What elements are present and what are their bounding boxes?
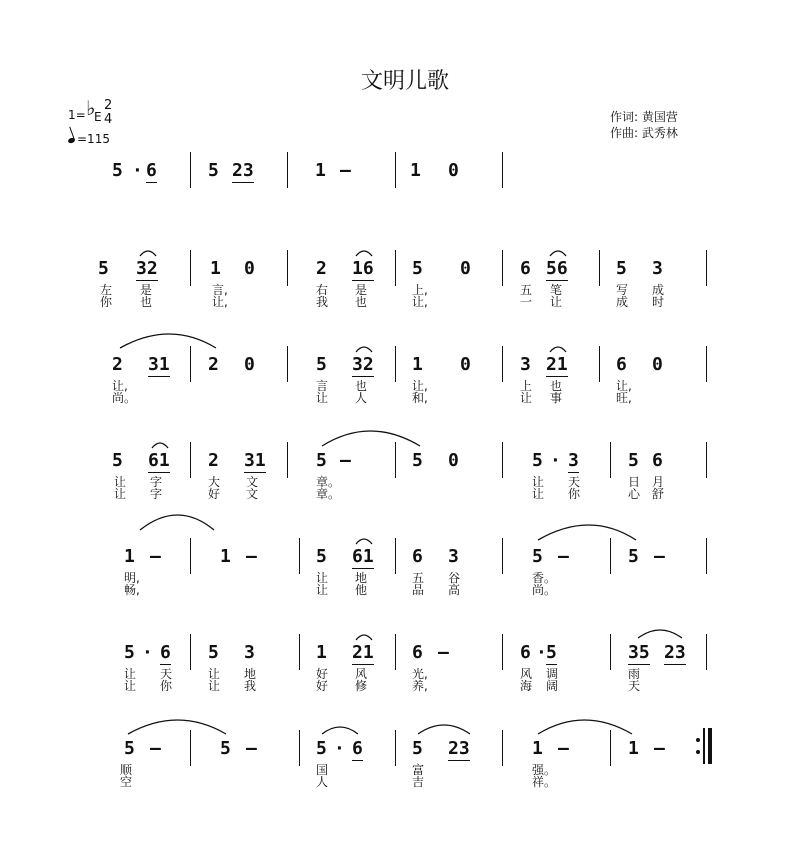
lyric-syllable: 五 [412,571,425,585]
lyric-syllable: 天 [568,475,581,489]
jianpu-note: 32 [352,354,374,375]
lyric-syllable: 让 [316,391,329,405]
lyric-syllable: 品 [412,583,425,597]
lyric-syllable: 修 [355,679,368,693]
lyric-syllable: 好 [208,487,221,501]
lyric-syllable: 左 [100,283,113,297]
lyric-syllable: 天 [160,667,173,681]
jianpu-note: – [558,738,569,759]
slur [538,720,632,734]
lyric-syllable: 我 [316,295,329,309]
jianpu-note: 5 [98,258,109,279]
jianpu-note: 6 [616,354,627,375]
jianpu-note: 0 [460,354,471,375]
flat-symbol: ♭ [86,96,96,120]
jianpu-note: 6 [412,642,423,663]
lyric-syllable: 也 [550,379,563,393]
jianpu-note: 2 [112,354,123,375]
jianpu-note: 5 [316,354,327,375]
jianpu-note: 6 [160,642,171,663]
key-prefix: 1= [68,108,86,122]
lyric-syllable: 成 [652,283,665,297]
jianpu-note: 2 [208,450,219,471]
jianpu-note: 6 [652,450,663,471]
lyric-syllable: 让, [212,295,228,309]
lyric-syllable: 让 [532,487,545,501]
lyric-syllable: 是 [355,283,368,297]
lyric-syllable: 好 [316,679,329,693]
jianpu-note: 5 [112,160,123,181]
lyric-syllable: 让, [412,295,428,309]
lyric-syllable: 成 [616,295,629,309]
lyric-syllable: 让, [112,379,128,393]
jianpu-note: 3 [244,642,255,663]
lyric-syllable: 上 [520,379,533,393]
lyric-syllable: 香。 [532,571,557,585]
slur [418,725,470,734]
jianpu-note: 31 [244,450,266,471]
lyric-syllable: 让 [208,667,221,681]
lyric-syllable: 空 [120,775,133,789]
lyric-syllable: 强。 [532,763,557,777]
lyric-syllable: 阔 [546,679,559,693]
jianpu-note: 1 [220,546,231,567]
lyric-syllable: 让 [114,475,127,489]
slur [356,347,372,352]
lyric-syllable: 让 [532,475,545,489]
jianpu-note: 1 [532,738,543,759]
lyric-syllable: 你 [160,679,173,693]
lyric-syllable: 章。 [316,475,341,489]
jianpu-note: 5 [412,738,423,759]
jianpu-note: 23 [664,642,686,663]
jianpu-note: 0 [244,258,255,279]
jianpu-note: – [558,546,569,567]
lyric-syllable: 言, [212,283,228,297]
jianpu-note: – [654,546,665,567]
slur [356,251,372,256]
lyric-syllable: 人 [316,775,329,789]
jianpu-note: 6 [520,258,531,279]
lyric-syllable: 时 [652,295,665,309]
lyric-syllable: 舒 [652,487,665,501]
jianpu-note: 56 [546,258,568,279]
jianpu-note: · [334,738,345,759]
lyric-syllable: 文 [246,475,259,489]
jianpu-note: 1 [412,354,423,375]
lyric-syllable: 让, [616,379,632,393]
lyric-syllable: 心 [628,487,641,501]
jianpu-note: 0 [448,160,459,181]
lyric-syllable: 富 [412,763,425,777]
lyric-syllable: 风 [355,667,368,681]
lyric-syllable: 调 [546,667,559,681]
lyric-syllable: 字 [150,487,163,501]
tempo-value: =115 [77,132,110,146]
lyric-syllable: 文 [246,487,259,501]
slur [140,251,156,256]
jianpu-note: 5 [316,546,327,567]
lyric-syllable: 雨 [628,667,641,681]
lyricist-credit: 作词: 黄国营 [610,110,678,124]
lyric-syllable: 让, [412,379,428,393]
jianpu-note: 5 [412,450,423,471]
jianpu-note: 21 [352,642,374,663]
lyric-syllable: 事 [550,391,563,405]
jianpu-note: 6 [146,160,157,181]
slur [538,525,636,540]
slur [322,727,358,734]
lyric-syllable: 写 [616,283,629,297]
lyric-syllable: 言 [316,379,329,393]
jianpu-note: · [132,160,143,181]
jianpu-note: 1 [315,160,326,181]
lyric-syllable: 是 [140,283,153,297]
lyric-syllable: 也 [355,379,368,393]
jianpu-note: 5 [628,450,639,471]
lyric-syllable: 让 [124,667,137,681]
jianpu-note: · [536,642,547,663]
jianpu-note: – [438,642,449,663]
jianpu-note: 32 [136,258,158,279]
lyric-syllable: 上, [412,283,428,297]
jianpu-note: 5 [412,258,423,279]
lyric-syllable: 五 [520,283,533,297]
lyric-syllable: 旺, [616,391,632,405]
lyric-syllable: 月 [652,475,665,489]
jianpu-note: 6 [520,642,531,663]
lyric-syllable: 畅, [124,583,140,597]
jianpu-note: 2 [316,258,327,279]
jianpu-note: 35 [628,642,650,663]
lyric-syllable: 祥。 [532,775,557,789]
composer-credit: 作曲: 武秀林 [610,126,678,140]
lyric-syllable: 他 [355,583,368,597]
jianpu-note: 23 [232,160,254,181]
jianpu-note: 1 [410,160,421,181]
slur [638,630,682,638]
lyric-syllable: 让 [550,295,563,309]
slur [152,443,168,448]
jianpu-note: 16 [352,258,374,279]
jianpu-note: 0 [244,354,255,375]
lyric-syllable: 明, [124,571,140,585]
jianpu-note: 61 [352,546,374,567]
lyric-syllable: 天 [628,679,641,693]
lyric-syllable: 人 [355,391,368,405]
jianpu-note: 5 [532,546,543,567]
jianpu-note: 5 [616,258,627,279]
lyric-syllable: 让 [208,679,221,693]
time-bottom: 4 [104,112,113,127]
slur [140,515,214,530]
lyric-syllable: 尚。 [112,391,137,405]
lyric-syllable: 地 [244,667,257,681]
jianpu-note: 5 [316,450,327,471]
lyric-syllable: 也 [140,295,153,309]
jianpu-note: 21 [546,354,568,375]
jianpu-note: · [550,450,561,471]
lyric-syllable: 国 [316,763,329,777]
lyric-syllable: 养, [412,679,428,693]
lyric-syllable: 一 [520,295,533,309]
lyric-syllable: 章。 [316,487,341,501]
jianpu-note: 31 [148,354,170,375]
lyric-syllable: 右 [316,283,329,297]
repeat-end-sign [696,728,712,764]
jianpu-note: – [654,738,665,759]
lyric-syllable: 和, [412,391,428,405]
jianpu-note: 0 [448,450,459,471]
jianpu-note: 5 [546,642,557,663]
lyric-syllable: 也 [355,295,368,309]
jianpu-note: 0 [652,354,663,375]
jianpu-note: · [142,642,153,663]
lyric-syllable: 顺 [120,763,133,777]
lyric-syllable: 尚。 [532,583,557,597]
key-note: E [94,110,102,124]
jianpu-note: 5 [628,546,639,567]
jianpu-note: 5 [208,642,219,663]
lyric-syllable: 你 [568,487,581,501]
slur [356,635,372,640]
lyric-syllable: 大 [208,475,221,489]
slur [120,334,216,348]
lyric-syllable: 高 [448,583,461,597]
jianpu-note: – [150,546,161,567]
jianpu-note: 1 [210,258,221,279]
lyric-syllable: 光, [412,667,428,681]
lyric-syllable: 笔 [550,283,563,297]
jianpu-note: 3 [448,546,459,567]
jianpu-note: 23 [448,738,470,759]
jianpu-note: 1 [124,546,135,567]
jianpu-note: – [340,160,351,181]
lyric-syllable: 好 [316,667,329,681]
jianpu-note: – [246,546,257,567]
slur [356,539,372,544]
jianpu-note: 6 [412,546,423,567]
jianpu-note: 5 [220,738,231,759]
slur [322,431,420,446]
slur [128,720,226,734]
lyric-syllable: 吉 [412,775,425,789]
lyric-syllable: 字 [150,475,163,489]
jianpu-note: 6 [352,738,363,759]
lyric-syllable: 谷 [448,571,461,585]
lyric-syllable: 让 [114,487,127,501]
jianpu-note: 1 [316,642,327,663]
jianpu-note: 5 [532,450,543,471]
jianpu-note: 1 [628,738,639,759]
lyric-syllable: 让 [124,679,137,693]
lyric-syllable: 我 [244,679,257,693]
jianpu-note: 5 [316,738,327,759]
jianpu-note: 5 [208,160,219,181]
lyric-syllable: 让 [316,571,329,585]
jianpu-note: 3 [568,450,579,471]
lyric-syllable: 日 [628,475,641,489]
jianpu-note: – [340,450,351,471]
time-top: 2 [104,98,113,113]
lyric-syllable: 风 [520,667,533,681]
slur [550,347,566,352]
jianpu-note: – [150,738,161,759]
slur [550,251,566,256]
song-title: 文明儿歌 [360,69,449,94]
lyric-syllable: 让 [520,391,533,405]
jianpu-note: 5 [112,450,123,471]
jianpu-note: 2 [208,354,219,375]
lyric-syllable: 让 [316,583,329,597]
jianpu-note: 61 [148,450,170,471]
lyric-syllable: 地 [355,571,368,585]
jianpu-note: 3 [652,258,663,279]
jianpu-note: – [246,738,257,759]
jianpu-note: 5 [124,642,135,663]
jianpu-note: 0 [460,258,471,279]
lyric-syllable: 海 [520,679,533,693]
lyric-syllable: 你 [100,295,113,309]
jianpu-note: 5 [124,738,135,759]
jianpu-note: 3 [520,354,531,375]
